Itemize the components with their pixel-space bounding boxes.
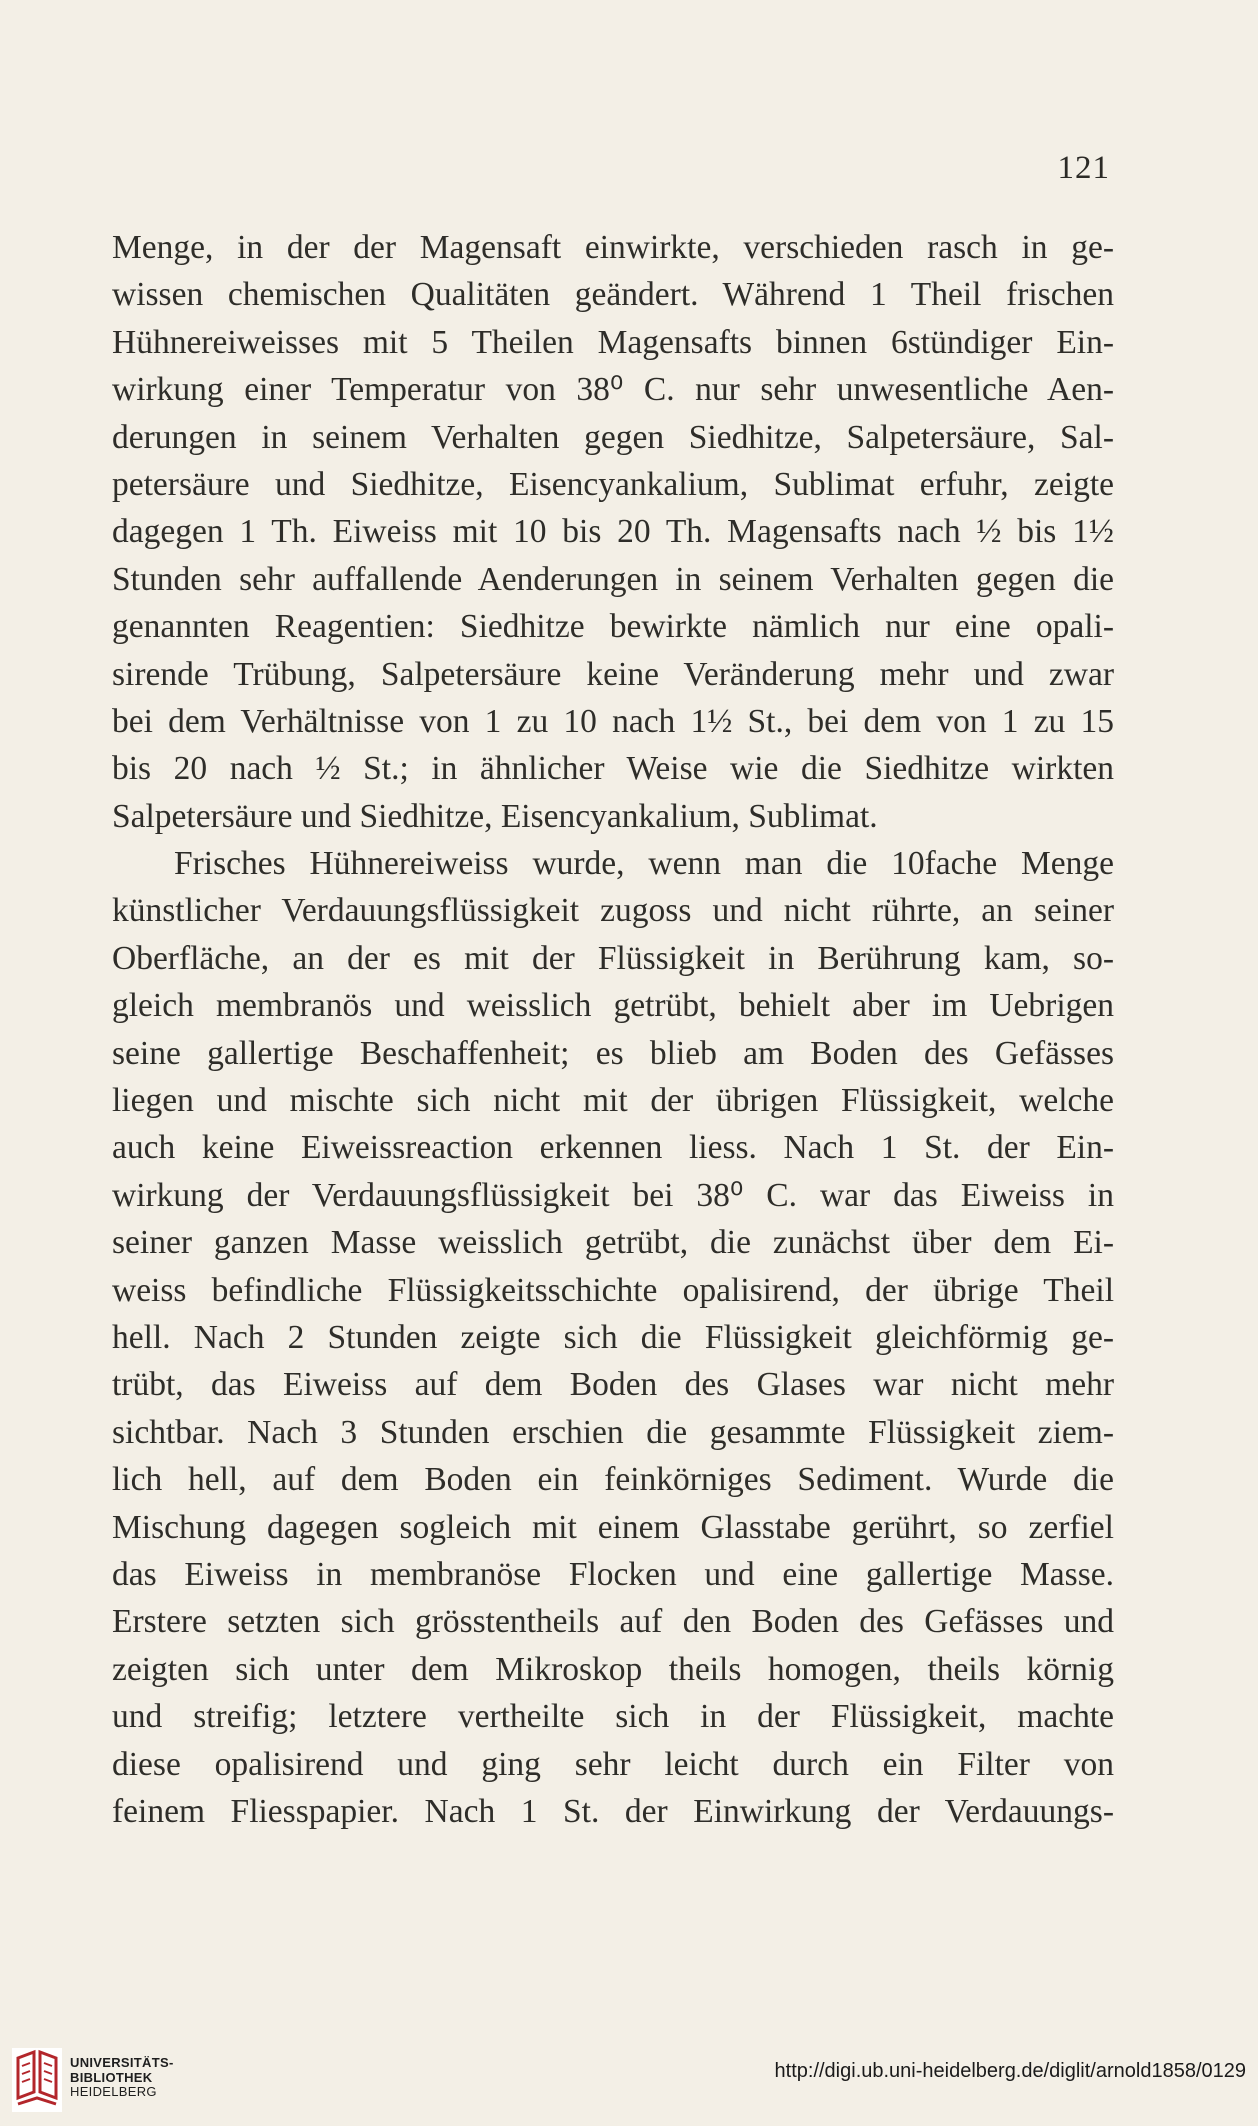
text-line: gleich membranös und weisslich getrübt, behielt aber im Uebrigen — [112, 987, 1114, 1025]
body-text — [112, 224, 1114, 1835]
text-line: derungen in seinem Verhalten gegen Siedhitze, Salpetersäure, Sal- — [112, 418, 1114, 456]
text-line: das Eiweiss in membranöse Flocken und eine gallertige Masse. — [112, 1555, 1114, 1593]
library-name — [70, 2056, 174, 2100]
text-line: künstlicher Verdauungsflüssigkeit zugoss und nicht rührte, an seiner — [112, 892, 1114, 930]
text-line: feinem Fliesspapier. Nach 1 St. der Einwirkung der Verdauungs- — [112, 1792, 1114, 1830]
text-line: Frisches Hühnereiweiss wurde, wenn man die 10fache Menge — [174, 845, 1114, 883]
text-line: Mischung dagegen sogleich mit einem Glasstabe gerührt, so zerfiel — [112, 1508, 1114, 1546]
text-line: wissen chemischen Qualitäten geändert. Während 1 Theil frischen — [112, 276, 1114, 314]
text-line: bis 20 nach ½ St.; in ähnlicher Weise wie die Siedhitze wirkten — [112, 750, 1114, 788]
text-line: diese opalisirend und ging sehr leicht durch ein Filter von — [112, 1745, 1114, 1783]
text-line: Stunden sehr auffallende Aenderungen in seinem Verhalten gegen die — [112, 560, 1114, 598]
text-line: und streifig; letztere vertheilte sich in der Flüssigkeit, machte — [112, 1698, 1114, 1736]
text-line: dagegen 1 Th. Eiweiss mit 10 bis 20 Th. Magensafts nach ½ bis 1½ — [112, 513, 1114, 551]
text-line: lich hell, auf dem Boden ein feinkörniges Sediment. Wurde die — [112, 1461, 1114, 1499]
text-line: bei dem Verhältnisse von 1 zu 10 nach 1½ St., bei dem von 1 zu 15 — [112, 702, 1114, 740]
page-number: 121 — [1057, 150, 1110, 186]
text-line: Oberfläche, an der es mit der Flüssigkeit in Berührung kam, so- — [112, 939, 1114, 977]
source-url-link[interactable]: http://digi.ub.uni-heidelberg.de/diglit/arnold1858/0129 — [774, 2060, 1246, 2082]
university-library-logo-icon — [12, 2048, 62, 2112]
text-line: Salpetersäure und Siedhitze, Eisencyankalium, Sublimat. — [112, 797, 878, 835]
text-line: wirkung einer Temperatur von 38⁰ C. nur sehr unwesentliche Aen- — [112, 371, 1114, 409]
text-line: petersäure und Siedhitze, Eisencyankalium, Sublimat erfuhr, zeigte — [112, 465, 1114, 503]
text-line: wirkung der Verdauungsflüssigkeit bei 38⁰ C. war das Eiweiss in — [112, 1176, 1114, 1214]
text-line: sirende Trübung, Salpetersäure keine Veränderung mehr und zwar — [112, 655, 1114, 693]
library-name-line: HEIDELBERG — [70, 2084, 157, 2099]
text-line: Menge, in der der Magensaft einwirkte, verschieden rasch in ge- — [112, 229, 1114, 266]
text-line: trübt, das Eiweiss auf dem Boden des Glases war nicht mehr — [112, 1366, 1114, 1404]
text-line: Hühnereiweisses mit 5 Theilen Magensafts binnen 6stündiger Ein- — [112, 323, 1114, 361]
library-name-line: BIBLIOTHEK — [70, 2069, 153, 2085]
text-line: weiss befindliche Flüssigkeitsschichte opalisirend, der übrige Theil — [112, 1271, 1114, 1309]
text-line: sichtbar. Nach 3 Stunden erschien die gesammte Flüssigkeit ziem- — [112, 1413, 1114, 1451]
text-line: Erstere setzten sich grösstentheils auf den Boden des Gefässes und — [112, 1603, 1114, 1641]
text-line: zeigten sich unter dem Mikroskop theils homogen, theils körnig — [112, 1650, 1114, 1688]
text-line: auch keine Eiweissreaction erkennen liess. Nach 1 St. der Ein- — [112, 1129, 1114, 1167]
library-name-line: UNIVERSITÄTS- — [70, 2055, 174, 2070]
text-line: hell. Nach 2 Stunden zeigte sich die Flüssigkeit gleichförmig ge- — [112, 1318, 1114, 1356]
text-line: liegen und mischte sich nicht mit der übrigen Flüssigkeit, welche — [112, 1082, 1114, 1120]
text-line: genannten Reagentien: Siedhitze bewirkte nämlich nur eine opali- — [112, 608, 1114, 646]
text-line: seiner ganzen Masse weisslich getrübt, die zunächst über dem Ei- — [112, 1224, 1114, 1262]
text-line: seine gallertige Beschaffenheit; es blieb am Boden des Gefässes — [112, 1034, 1114, 1072]
